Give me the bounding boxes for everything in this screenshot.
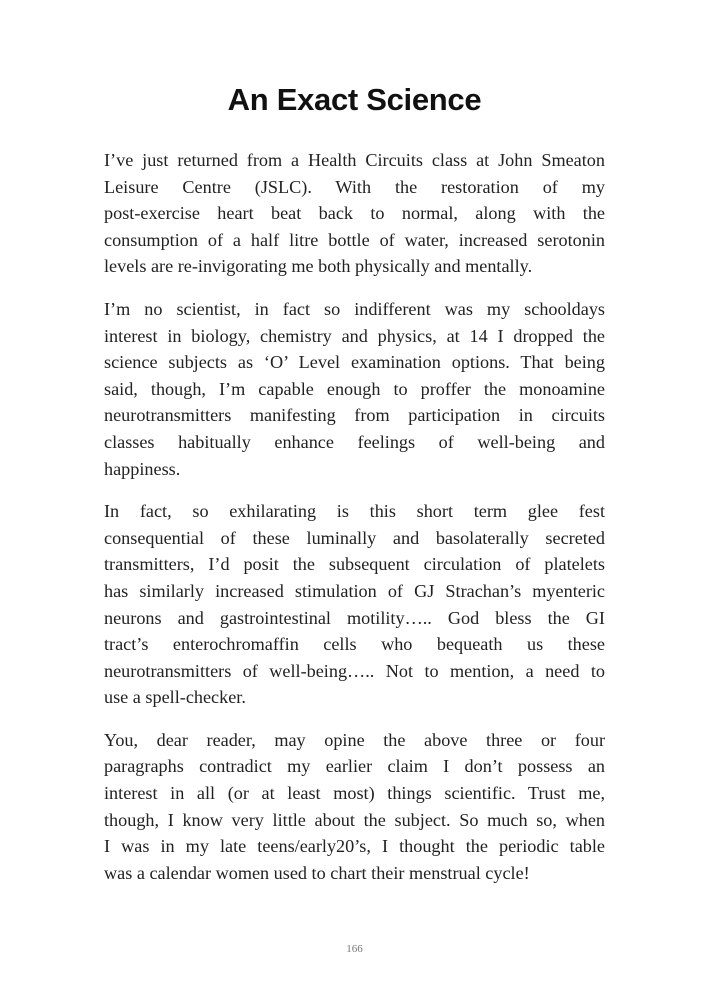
text-line: neurons and gastrointestinal motility….. God bless the GI xyxy=(104,607,605,628)
paragraph xyxy=(104,296,605,482)
text-line: transmitters, I’d posit the subsequent circulation of platelets xyxy=(104,554,605,575)
text-line: neurotransmitters of well-being….. Not to mention, a need to xyxy=(104,660,605,681)
text-line: post-exercise heart beat back to normal, along with the xyxy=(104,203,605,224)
text-line: consumption of a half litre bottle of water, increased serotonin xyxy=(104,229,605,250)
page-number: 166 xyxy=(346,943,363,955)
paragraph xyxy=(104,727,605,887)
text-line: interest in all (or at least most) things scientific. Trust me, xyxy=(104,783,605,804)
text-line: In fact, so exhilarating is this short term glee fest xyxy=(104,501,605,522)
text-line: I’ve just returned from a Health Circuits class at John Smeaton xyxy=(104,150,605,170)
body-text xyxy=(104,147,605,902)
text-line: paragraphs contradict my earlier claim I don’t possess an xyxy=(104,756,605,777)
text-line: was a calendar women used to chart their menstrual cycle! xyxy=(104,862,530,883)
text-line: neurotransmitters manifesting from participation in circuits xyxy=(104,405,605,426)
text-line: science subjects as ‘O’ Level examination options. That being xyxy=(104,352,605,373)
paragraph xyxy=(104,498,605,711)
text-line: tract’s enterochromaffin cells who bequeath us these xyxy=(104,634,605,655)
text-line: though, I know very little about the subject. So much so, when xyxy=(104,809,605,830)
text-line: classes habitually enhance feelings of well-being and xyxy=(104,431,605,452)
text-line: said, though, I’m capable enough to proffer the monoamine xyxy=(104,378,605,399)
page-title: An Exact Science xyxy=(227,82,482,117)
text-line: Leisure Centre (JSLC). With the restoration of my xyxy=(104,176,605,197)
paragraph xyxy=(104,147,605,280)
text-line: levels are re-invigorating me both physically and mentally. xyxy=(104,256,533,277)
text-line: I was in my late teens/early20’s, I thought the periodic table xyxy=(104,836,605,857)
text-line: consequential of these luminally and basolaterally secreted xyxy=(104,527,605,548)
text-line: You, dear reader, may opine the above three or four xyxy=(104,729,605,750)
text-line: use a spell-checker. xyxy=(104,687,246,708)
text-line: interest in biology, chemistry and physics, at 14 I dropped the xyxy=(104,325,605,346)
text-line: has similarly increased stimulation of GJ Strachan’s myenteric xyxy=(104,580,605,601)
text-line: I’m no scientist, in fact so indifferent was my schooldays xyxy=(104,298,605,319)
text-line: happiness. xyxy=(104,458,181,479)
